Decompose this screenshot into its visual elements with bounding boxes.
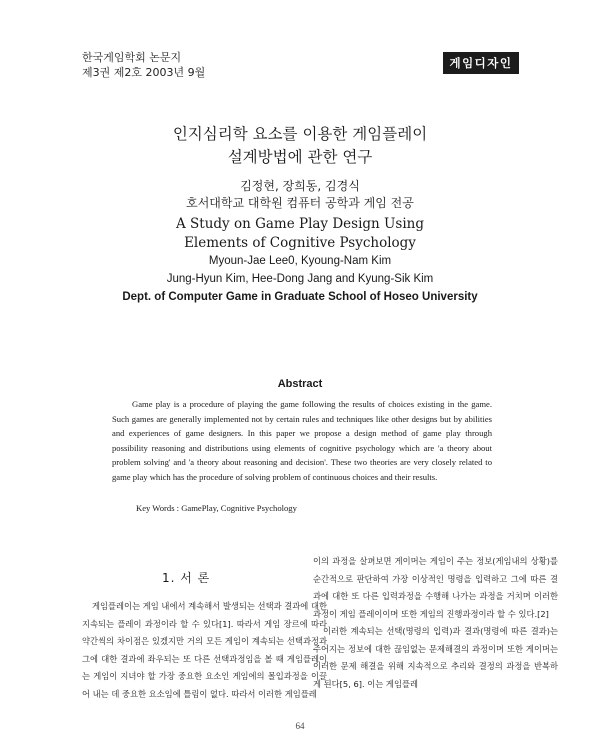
english-authors-line1: Myoun-Jae Lee0, Kyoung-Nam Kim	[208, 255, 392, 267]
english-title	[0, 215, 600, 253]
english-affiliation: Dept. of Computer Game in Graduate School of Hoseo University	[122, 291, 478, 303]
abstract-body: Game play is a procedure of playing the game following the results of choices existing in the game. Such games are generally implemented not by certain rules and techniques like other designs but by abilities and experiences of game designers. In this paper we propose a design method of game play through possibility reasoning and distributions using elements of cognitive psychology which are 'a theory about problem solving' and 'a theory about reasoning and decision'. These two theories are very closely related to game play which has the procedure of solving problem of continuous choices and their results.	[112, 399, 492, 482]
english-title-line1: A Study on Game Play Design Using	[175, 216, 424, 232]
korean-authors	[0, 178, 600, 212]
korean-affiliation: 호서대학교 대학원 컴퓨터 공학과 게임 전공	[186, 196, 414, 210]
english-authors	[0, 252, 600, 306]
abstract-heading: Abstract	[277, 378, 323, 390]
section-title: 1. 서 론	[162, 571, 211, 585]
korean-title-line1: 인지심리학 요소를 이용한 게임플레이	[172, 125, 428, 143]
journal-issue: 제3권 제2호 2003년 9월	[82, 66, 206, 79]
left-column	[82, 598, 327, 703]
right-column	[313, 553, 558, 693]
journal-info	[82, 50, 205, 80]
journal-name: 한국게임학회 논문지	[82, 51, 182, 64]
right-column-paragraph-1: 이의 과정을 살펴보면 게이머는 게임이 주는 정보(게임내의 상황)를 순간적으로 판단하여 가장 이상적인 명령을 입력하고 그에 따른 결과에 대한 또 다른 입력과정을 수행해 나가는 과정을 거치며 이러한 과정이 게임 플레이이며 또한 게임의 진행과정이라 할 수 있다.[2]	[313, 556, 558, 619]
page-number: 64	[295, 721, 305, 731]
keywords: Key Words : GamePlay, Cognitive Psychology	[136, 503, 297, 513]
left-column-text: 게임플레이는 게임 내에서 계속해서 발생되는 선택과 결과에 대한 지속되는 플레이 과정이라 할 수 있다[1]. 따라서 게임 장르에 따라 약간씩의 차이점은 있겠지만 거의 모든 게임이 계속되는 선택과정과 그에 대한 결과에 좌우되는 또 다른 선택과정임을 볼 때 게임플레이는 게임이 지녀야 할 가장 중요한 요소인 게임에의 몰입과정을 이끌어 내는 데 중요한 요소임에 틀림이 없다. 따라서 이러한 게임플레	[82, 601, 327, 699]
korean-author-names: 김정현, 장희동, 김경식	[240, 179, 360, 193]
english-title-line2: Elements of Cognitive Psychology	[184, 235, 416, 251]
korean-title-line2: 설계방법에 관한 연구	[227, 148, 373, 166]
right-column-paragraph-2: 이러한 계속되는 선택(명령의 입력)과 결과(명령에 따른 결과)는 주어지는 정보에 대한 끊임없는 문제해결의 과정이며 또한 게이머는 이러한 문제 해결을 위해 지속적으로 추리와 결정의 과정을 반복하게 된다[5, 6]. 이는 게임플레	[313, 626, 558, 689]
category-tag: 게임디자인	[443, 52, 519, 74]
english-authors-line2: Jung-Hyun Kim, Hee-Dong Jang and Kyung-Sik Kim	[166, 273, 434, 285]
korean-title	[0, 123, 600, 169]
